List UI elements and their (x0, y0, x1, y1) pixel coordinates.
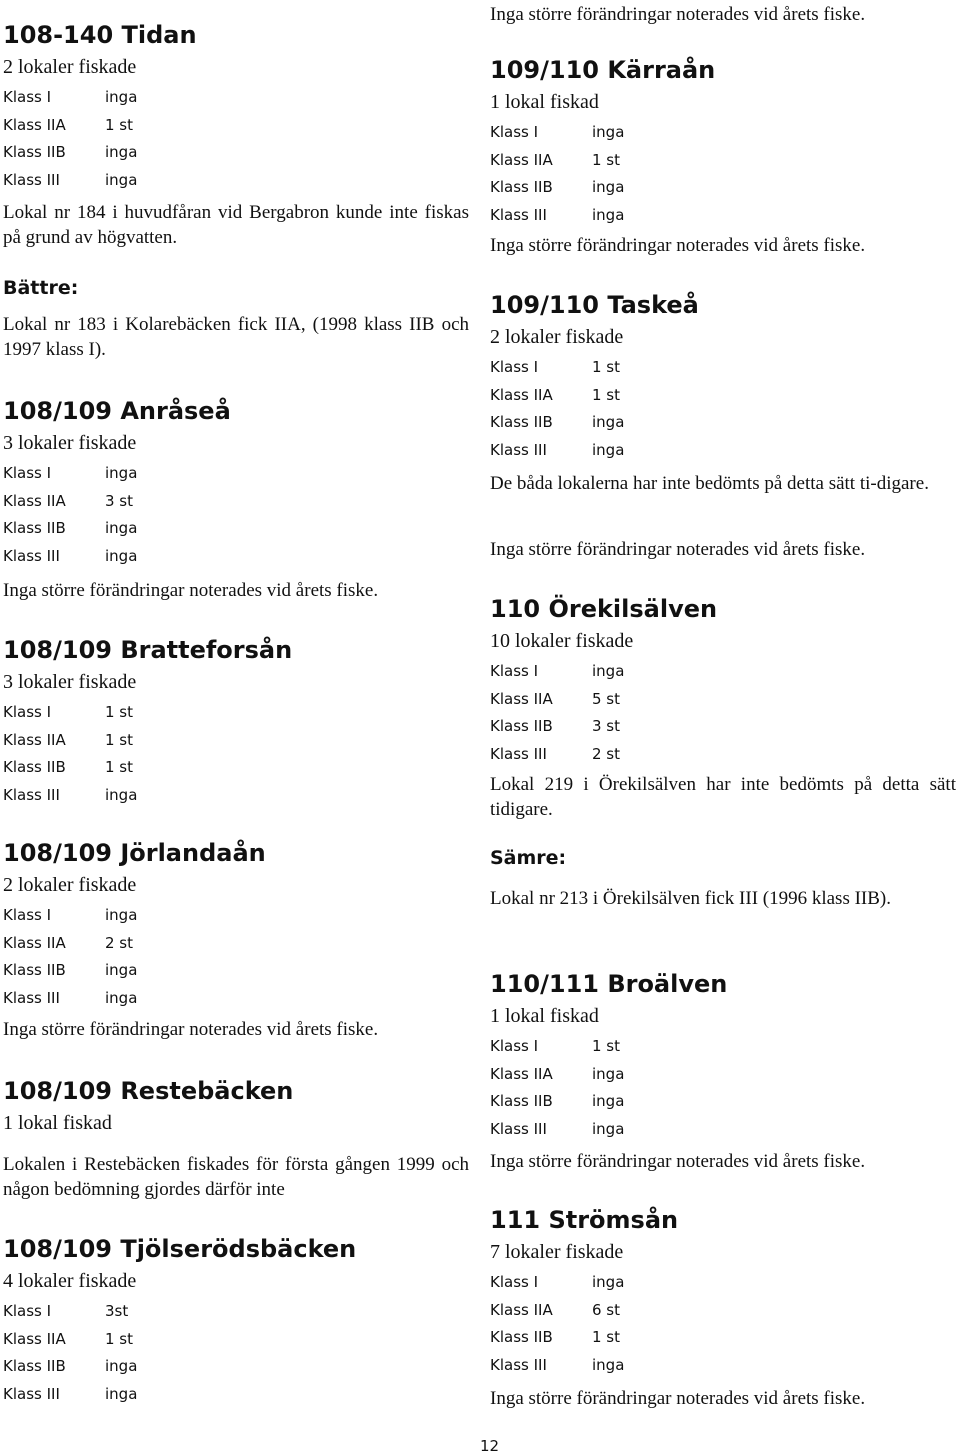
klass-value: inga (105, 546, 138, 565)
lokaler-count: 10 lokaler fiskade (490, 630, 634, 652)
klass-row (490, 202, 956, 230)
klass-row (490, 713, 956, 741)
note-text: Inga större förändringar noterades vid årets fiske. (490, 4, 866, 25)
klass-label: Klass I (490, 1273, 539, 1291)
klass-label: Klass III (490, 744, 547, 763)
note-text: Lokal nr 183 i Kolarebäcken fick IIA, (1998 klass IIB och 1997 klass I). (3, 314, 469, 360)
klass-row (490, 1116, 956, 1144)
note-text: Inga större förändringar noterades vid årets fiske. (490, 235, 866, 256)
klass-label: Klass III (3, 988, 60, 1007)
klass-label: Klass III (490, 1119, 547, 1138)
klass-label: Klass III (3, 170, 60, 189)
section-title: 108-140 Tidan (3, 21, 197, 49)
klass-row (3, 727, 469, 755)
klass-value: 1 st (592, 358, 621, 376)
klass-label: Klass I (3, 88, 52, 106)
klass-value: inga (592, 1092, 625, 1110)
klass-value: 1 st (105, 730, 134, 749)
tidan-block (3, 20, 469, 194)
battre-heading-block (3, 275, 469, 301)
klass-row (490, 409, 956, 437)
klass-value: inga (105, 1357, 138, 1375)
klass-value: inga (592, 413, 625, 431)
anraseaa-note-block (3, 578, 469, 603)
klass-value: 3 st (592, 717, 621, 735)
klass-row (3, 112, 469, 140)
karraan-note-block (490, 233, 956, 258)
klass-label: Klass IIA (3, 1329, 66, 1348)
klass-list (490, 1269, 956, 1379)
klass-row (490, 174, 956, 202)
orekilsalven-block (490, 594, 956, 768)
samre-heading-block (490, 845, 956, 871)
klass-label: Klass IIA (490, 150, 553, 169)
samre-note-block (490, 886, 956, 911)
klass-label: Klass III (490, 1355, 547, 1374)
klass-value: inga (592, 1119, 625, 1138)
section-title: 108/109 Bratteforsån (3, 636, 293, 664)
klass-label: Klass IIB (3, 1357, 66, 1375)
klass-label: Klass IIB (490, 413, 553, 431)
klass-row (490, 1297, 956, 1325)
klass-value: inga (592, 178, 625, 196)
lokaler-count: 4 lokaler fiskade (3, 1270, 137, 1292)
note-text: Lokal nr 213 i Örekilsälven fick III (1996 klass IIB). (490, 888, 892, 909)
section-title: 110 Örekilsälven (490, 595, 718, 623)
klass-list (490, 1033, 956, 1143)
klass-value: inga (592, 1355, 625, 1374)
klass-value: inga (105, 785, 138, 804)
klass-label: Klass I (3, 906, 52, 924)
klass-value: 1 st (105, 758, 134, 776)
klass-value: inga (105, 143, 138, 161)
klass-label: Klass IIB (3, 519, 66, 537)
klass-row (3, 782, 469, 810)
klass-row (490, 437, 956, 465)
klass-row (3, 84, 469, 112)
broalven-block (490, 969, 956, 1143)
lokaler-count: 1 lokal fiskad (490, 1005, 599, 1027)
section-title: 108/109 Jörlandaån (3, 839, 266, 867)
klass-list (490, 119, 956, 229)
broalven-note-block (490, 1149, 956, 1174)
klass-label: Klass I (3, 703, 52, 721)
klass-row (490, 686, 956, 714)
klass-row (3, 1326, 469, 1354)
karraan-block (490, 55, 956, 229)
klass-label: Klass IIA (490, 1064, 553, 1083)
note-text: Inga större förändringar noterades vid årets fiske. (490, 1151, 866, 1172)
klass-row (3, 754, 469, 782)
klass-value: 1 st (105, 115, 134, 134)
klass-label: Klass IIA (490, 689, 553, 708)
section-title: 108/109 Tjölserödsbäcken (3, 1235, 357, 1263)
klass-row (490, 1324, 956, 1352)
klass-row (490, 1088, 956, 1116)
section-title: 110/111 Broälven (490, 970, 728, 998)
lokaler-count: 7 lokaler fiskade (490, 1241, 624, 1263)
klass-label: Klass I (490, 662, 539, 680)
restebacken-block (3, 1076, 469, 1140)
taskeaa-note-block (490, 471, 956, 496)
klass-row (490, 119, 956, 147)
klass-row (490, 1269, 956, 1297)
klass-list (3, 699, 469, 809)
klass-value: 5 st (592, 689, 621, 708)
note-text: Inga större förändringar noterades vid årets fiske. (3, 1019, 379, 1040)
klass-value: inga (105, 464, 138, 482)
klass-value: 1 st (105, 1329, 134, 1348)
klass-label: Klass IIA (3, 115, 66, 134)
section-title: 108/109 Restebäcken (3, 1077, 294, 1105)
klass-value: inga (105, 1384, 138, 1403)
klass-label: Klass I (490, 123, 539, 141)
klass-label: Klass IIB (3, 758, 66, 776)
section-title: 109/110 Taskeå (490, 291, 699, 319)
klass-list (3, 1298, 469, 1408)
anraseaa-block (3, 396, 469, 570)
lokaler-count: 1 lokal fiskad (3, 1112, 112, 1134)
klass-value: inga (592, 123, 625, 141)
klass-value: inga (592, 440, 625, 459)
klass-label: Klass IIB (490, 717, 553, 735)
klass-row (3, 957, 469, 985)
klass-label: Klass IIB (3, 143, 66, 161)
klass-list (3, 902, 469, 1012)
jorlandaan-note-block (3, 1017, 469, 1042)
klass-list (3, 84, 469, 194)
page-number: 12 (480, 1437, 500, 1455)
note-text: De båda lokalerna har inte bedömts på detta sätt ti-digare. (490, 473, 929, 494)
klass-row (3, 1298, 469, 1326)
klass-value: 1 st (592, 1328, 621, 1346)
klass-label: Klass I (3, 464, 52, 482)
klass-label: Klass IIB (490, 178, 553, 196)
klass-row (3, 1381, 469, 1409)
taskeaa-note2-block (490, 537, 956, 562)
orekilsalven-note-block (490, 772, 956, 822)
klass-row (3, 167, 469, 195)
section-title: 108/109 Anråseå (3, 397, 231, 425)
klass-value: 1 st (105, 703, 134, 721)
klass-value: 2 st (105, 933, 134, 952)
status-subheading: Sämre: (490, 847, 567, 869)
top-note-block (490, 2, 956, 27)
jorlandaan-block (3, 838, 469, 1012)
klass-label: Klass III (3, 785, 60, 804)
note-text: Lokalen i Restebäcken fiskades för första gången 1999 och någon bedömning gjordes därför inte (3, 1154, 469, 1200)
klass-row (490, 354, 956, 382)
lokaler-count: 2 lokaler fiskade (3, 874, 137, 896)
note-text: Inga större förändringar noterades vid årets fiske. (3, 580, 379, 601)
klass-value: 3st (105, 1302, 129, 1320)
klass-label: Klass III (3, 1384, 60, 1403)
klass-label: Klass I (3, 1302, 52, 1320)
klass-row (3, 460, 469, 488)
klass-row (3, 139, 469, 167)
note-text: Inga större förändringar noterades vid årets fiske. (490, 539, 866, 560)
klass-label: Klass IIB (490, 1328, 553, 1346)
restebacken-note-block (3, 1152, 469, 1202)
klass-value: inga (105, 88, 138, 106)
klass-row (490, 741, 956, 769)
klass-row (3, 543, 469, 571)
klass-label: Klass IIB (490, 1092, 553, 1110)
stromsan-block (490, 1205, 956, 1379)
battre-note-block (3, 312, 469, 362)
klass-label: Klass IIB (3, 961, 66, 979)
klass-value: inga (105, 988, 138, 1007)
klass-row (3, 930, 469, 958)
note-text: Lokal nr 184 i huvudfåran vid Bergabron kunde inte fiskas på grund av högvatten. (3, 202, 469, 248)
klass-row (3, 902, 469, 930)
klass-row (3, 985, 469, 1013)
klass-list (3, 460, 469, 570)
lokaler-count: 3 lokaler fiskade (3, 432, 137, 454)
klass-value: 1 st (592, 150, 621, 169)
klass-value: inga (105, 170, 138, 189)
klass-label: Klass III (490, 205, 547, 224)
klass-label: Klass IIA (3, 730, 66, 749)
klass-list (490, 354, 956, 464)
klass-row (490, 147, 956, 175)
klass-value: inga (105, 519, 138, 537)
stromsan-note-block (490, 1386, 956, 1411)
klass-list (490, 658, 956, 768)
klass-label: Klass I (490, 358, 539, 376)
klass-label: Klass IIA (3, 491, 66, 510)
klass-value: inga (592, 1064, 625, 1083)
klass-value: inga (592, 205, 625, 224)
klass-value: 1 st (592, 1037, 621, 1055)
klass-value: 2 st (592, 744, 621, 763)
status-subheading: Bättre: (3, 277, 79, 299)
bratteforsan-block (3, 635, 469, 809)
klass-row (490, 382, 956, 410)
klass-label: Klass III (3, 546, 60, 565)
lokaler-count: 2 lokaler fiskade (3, 56, 137, 78)
klass-row (3, 515, 469, 543)
klass-label: Klass IIA (490, 1300, 553, 1319)
klass-value: 3 st (105, 491, 134, 510)
lokaler-count: 2 lokaler fiskade (490, 326, 624, 348)
klass-label: Klass I (490, 1037, 539, 1055)
klass-row (490, 1061, 956, 1089)
klass-value: 6 st (592, 1300, 621, 1319)
klass-value: inga (105, 906, 138, 924)
section-title: 111 Strömsån (490, 1206, 679, 1234)
klass-label: Klass III (490, 440, 547, 459)
lokaler-count: 3 lokaler fiskade (3, 671, 137, 693)
klass-value: inga (592, 662, 625, 680)
klass-value: inga (592, 1273, 625, 1291)
tidan-note-block (3, 200, 469, 250)
klass-value: inga (105, 961, 138, 979)
note-text: Inga större förändringar noterades vid årets fiske. (490, 1388, 866, 1409)
klass-label: Klass IIA (3, 933, 66, 952)
lokaler-count: 1 lokal fiskad (490, 91, 599, 113)
klass-value: 1 st (592, 385, 621, 404)
section-title: 109/110 Kärraån (490, 56, 716, 84)
klass-row (490, 1033, 956, 1061)
klass-row (490, 658, 956, 686)
klass-row (490, 1352, 956, 1380)
note-text: Lokal 219 i Örekilsälven har inte bedömts på detta sätt tidigare. (490, 774, 956, 820)
tjolserodsbacken-block (3, 1234, 469, 1408)
klass-label: Klass IIA (490, 385, 553, 404)
taskeaa-block (490, 290, 956, 464)
klass-row (3, 699, 469, 727)
klass-row (3, 1353, 469, 1381)
klass-row (3, 488, 469, 516)
